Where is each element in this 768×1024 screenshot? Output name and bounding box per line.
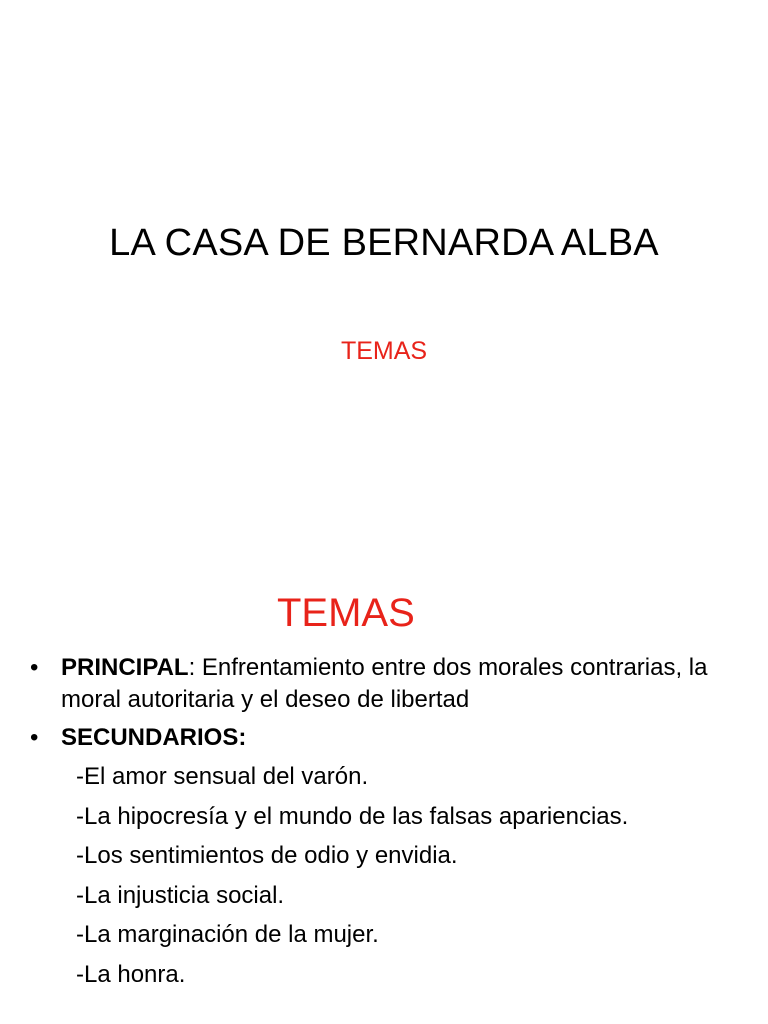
list-item: -La injusticia social. xyxy=(76,881,285,909)
slide-subtitle: TEMAS xyxy=(340,337,428,365)
themes-content xyxy=(28,652,763,997)
secundarios-label: SECUNDARIOS: xyxy=(61,724,247,751)
bullet-dot-icon: • xyxy=(30,724,39,751)
principal-label: PRINCIPAL xyxy=(61,654,189,681)
list-item: -La honra. xyxy=(76,960,186,988)
list-item: -La marginación de la mujer. xyxy=(76,921,379,948)
bullet-principal xyxy=(28,652,763,716)
themes-heading: TEMAS xyxy=(277,591,415,635)
principal-separator: : xyxy=(188,654,196,681)
themes-slide xyxy=(0,576,768,1024)
bullet-dot-icon: • xyxy=(30,654,39,681)
principal-text: Enfrentamiento entre dos morales contrarias, la moral autoritaria y el deseo de libertad xyxy=(61,654,708,713)
list-item: -Los sentimientos de odio y envidia. xyxy=(76,842,458,869)
secundarios-list xyxy=(28,760,763,997)
bullet-secundarios xyxy=(28,722,763,754)
slide-title: LA CASA DE BERNARDA ALBA xyxy=(109,222,659,264)
list-item: -El amor sensual del varón. xyxy=(76,763,369,790)
list-item: -La hipocresía y el mundo de las falsas apariencias. xyxy=(76,802,629,830)
